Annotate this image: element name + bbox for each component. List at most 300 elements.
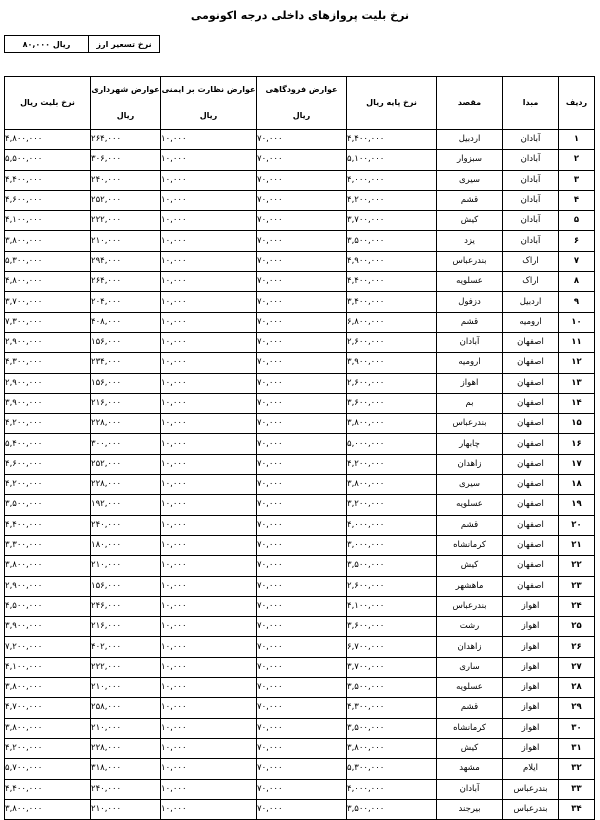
municipal-fee-cell: ۲۴۶,۰۰۰ bbox=[91, 596, 161, 616]
origin-cell: اصفهان bbox=[503, 454, 559, 474]
origin-cell: اصفهان bbox=[503, 353, 559, 373]
safety-fee-cell: ۱۰,۰۰۰ bbox=[161, 170, 257, 190]
base-fare-cell: ۳,۰۰۰,۰۰۰ bbox=[347, 535, 437, 555]
safety-fee-cell: ۱۰,۰۰۰ bbox=[161, 799, 257, 819]
destination-cell: عسلویه bbox=[437, 272, 503, 292]
origin-cell: آبادان bbox=[503, 150, 559, 170]
origin-cell: بندرعباس bbox=[503, 779, 559, 799]
ticket-fare-cell: ۴,۴۰۰,۰۰۰ bbox=[5, 170, 91, 190]
municipal-fee-cell: ۲۵۲,۰۰۰ bbox=[91, 454, 161, 474]
airport-fee-cell: ۷۰,۰۰۰ bbox=[257, 657, 347, 677]
origin-cell: اصفهان bbox=[503, 556, 559, 576]
ticket-fare-cell: ۵,۵۰۰,۰۰۰ bbox=[5, 150, 91, 170]
destination-cell: ارومیه bbox=[437, 353, 503, 373]
table-row bbox=[5, 495, 595, 515]
row-number-cell: ۵ bbox=[559, 211, 595, 231]
airport-fee-cell: ۷۰,۰۰۰ bbox=[257, 292, 347, 312]
ticket-fare-cell: ۴,۸۰۰,۰۰۰ bbox=[5, 272, 91, 292]
header-airport-fee: عوارض فرودگاهی ریال bbox=[257, 77, 347, 130]
base-fare-cell: ۳,۵۰۰,۰۰۰ bbox=[347, 718, 437, 738]
ticket-fare-cell: ۴,۲۰۰,۰۰۰ bbox=[5, 738, 91, 758]
municipal-fee-cell: ۲۲۲,۰۰۰ bbox=[91, 211, 161, 231]
destination-cell: ساری bbox=[437, 657, 503, 677]
ticket-fare-cell: ۴,۱۰۰,۰۰۰ bbox=[5, 211, 91, 231]
origin-cell: اصفهان bbox=[503, 515, 559, 535]
municipal-fee-cell: ۳۰۰,۰۰۰ bbox=[91, 434, 161, 454]
safety-fee-cell: ۱۰,۰۰۰ bbox=[161, 393, 257, 413]
ticket-fare-cell: ۳,۸۰۰,۰۰۰ bbox=[5, 556, 91, 576]
table-row bbox=[5, 170, 595, 190]
header-ticket-fare: نرخ بلیت ریال bbox=[5, 77, 91, 130]
destination-cell: زاهدان bbox=[437, 637, 503, 657]
destination-cell: دزفول bbox=[437, 292, 503, 312]
destination-cell: بم bbox=[437, 393, 503, 413]
municipal-fee-cell: ۲۳۴,۰۰۰ bbox=[91, 353, 161, 373]
airport-fee-cell: ۷۰,۰۰۰ bbox=[257, 515, 347, 535]
origin-cell: اراک bbox=[503, 272, 559, 292]
base-fare-cell: ۳,۸۰۰,۰۰۰ bbox=[347, 738, 437, 758]
destination-cell: آبادان bbox=[437, 779, 503, 799]
ticket-fare-cell: ۳,۸۰۰,۰۰۰ bbox=[5, 718, 91, 738]
origin-cell: اصفهان bbox=[503, 332, 559, 352]
ticket-fare-cell: ۴,۶۰۰,۰۰۰ bbox=[5, 190, 91, 210]
header-base-fare: نرخ پایه ریال bbox=[347, 77, 437, 130]
municipal-fee-cell: ۱۸۰,۰۰۰ bbox=[91, 535, 161, 555]
safety-fee-cell: ۱۰,۰۰۰ bbox=[161, 475, 257, 495]
row-number-cell: ۳۱ bbox=[559, 738, 595, 758]
ticket-fare-cell: ۳,۸۰۰,۰۰۰ bbox=[5, 678, 91, 698]
ticket-fare-cell: ۳,۸۰۰,۰۰۰ bbox=[5, 799, 91, 819]
table-row bbox=[5, 596, 595, 616]
safety-fee-cell: ۱۰,۰۰۰ bbox=[161, 738, 257, 758]
row-number-cell: ۱۸ bbox=[559, 475, 595, 495]
row-number-cell: ۱۲ bbox=[559, 353, 595, 373]
airport-fee-cell: ۷۰,۰۰۰ bbox=[257, 434, 347, 454]
base-fare-cell: ۴,۱۰۰,۰۰۰ bbox=[347, 596, 437, 616]
ticket-fare-cell: ۴,۴۰۰,۰۰۰ bbox=[5, 779, 91, 799]
ticket-fare-cell: ۴,۶۰۰,۰۰۰ bbox=[5, 454, 91, 474]
destination-cell: بندرعباس bbox=[437, 414, 503, 434]
municipal-fee-cell: ۴۰۲,۰۰۰ bbox=[91, 637, 161, 657]
base-fare-cell: ۴,۹۰۰,۰۰۰ bbox=[347, 251, 437, 271]
row-number-cell: ۱۵ bbox=[559, 414, 595, 434]
table-header-row bbox=[5, 77, 595, 130]
municipal-fee-cell: ۲۰۴,۰۰۰ bbox=[91, 292, 161, 312]
row-number-cell: ۴ bbox=[559, 190, 595, 210]
origin-cell: آبادان bbox=[503, 190, 559, 210]
destination-cell: بندرعباس bbox=[437, 596, 503, 616]
municipal-fee-cell: ۱۵۶,۰۰۰ bbox=[91, 332, 161, 352]
municipal-fee-cell: ۲۵۲,۰۰۰ bbox=[91, 190, 161, 210]
table-row bbox=[5, 231, 595, 251]
base-fare-cell: ۵,۰۰۰,۰۰۰ bbox=[347, 434, 437, 454]
municipal-fee-cell: ۲۱۰,۰۰۰ bbox=[91, 231, 161, 251]
origin-cell: اصفهان bbox=[503, 535, 559, 555]
base-fare-cell: ۳,۵۰۰,۰۰۰ bbox=[347, 678, 437, 698]
municipal-fee-cell: ۲۴۰,۰۰۰ bbox=[91, 515, 161, 535]
origin-cell: اهواز bbox=[503, 617, 559, 637]
base-fare-cell: ۳,۵۰۰,۰۰۰ bbox=[347, 799, 437, 819]
row-number-cell: ۳۲ bbox=[559, 759, 595, 779]
safety-fee-cell: ۱۰,۰۰۰ bbox=[161, 637, 257, 657]
base-fare-cell: ۴,۴۰۰,۰۰۰ bbox=[347, 272, 437, 292]
airport-fee-cell: ۷۰,۰۰۰ bbox=[257, 698, 347, 718]
table-row bbox=[5, 738, 595, 758]
row-number-cell: ۳۰ bbox=[559, 718, 595, 738]
ticket-fare-cell: ۲,۹۰۰,۰۰۰ bbox=[5, 332, 91, 352]
municipal-fee-cell: ۲۱۰,۰۰۰ bbox=[91, 678, 161, 698]
safety-fee-cell: ۱۰,۰۰۰ bbox=[161, 272, 257, 292]
origin-cell: آبادان bbox=[503, 231, 559, 251]
ticket-fare-cell: ۴,۱۰۰,۰۰۰ bbox=[5, 657, 91, 677]
airport-fee-cell: ۷۰,۰۰۰ bbox=[257, 312, 347, 332]
origin-cell: اردبیل bbox=[503, 292, 559, 312]
header-safety-fee: عوارض نظارت بر ایمنی ریال bbox=[161, 77, 257, 130]
safety-fee-cell: ۱۰,۰۰۰ bbox=[161, 718, 257, 738]
airport-fee-cell: ۷۰,۰۰۰ bbox=[257, 475, 347, 495]
origin-cell: اهواز bbox=[503, 718, 559, 738]
base-fare-cell: ۶,۸۰۰,۰۰۰ bbox=[347, 312, 437, 332]
row-number-cell: ۸ bbox=[559, 272, 595, 292]
municipal-fee-cell: ۲۲۲,۰۰۰ bbox=[91, 657, 161, 677]
safety-fee-cell: ۱۰,۰۰۰ bbox=[161, 535, 257, 555]
exchange-rate-value: ریال ۸۰,۰۰۰ bbox=[22, 39, 71, 49]
row-number-cell: ۲۶ bbox=[559, 637, 595, 657]
base-fare-cell: ۴,۰۰۰,۰۰۰ bbox=[347, 515, 437, 535]
table-row bbox=[5, 190, 595, 210]
table-row bbox=[5, 454, 595, 474]
table-row bbox=[5, 779, 595, 799]
origin-cell: اصفهان bbox=[503, 434, 559, 454]
ticket-fare-cell: ۴,۵۰۰,۰۰۰ bbox=[5, 596, 91, 616]
base-fare-cell: ۳,۶۰۰,۰۰۰ bbox=[347, 617, 437, 637]
row-number-cell: ۱۹ bbox=[559, 495, 595, 515]
ticket-fare-cell: ۳,۹۰۰,۰۰۰ bbox=[5, 617, 91, 637]
destination-cell: چابهار bbox=[437, 434, 503, 454]
destination-cell: بیرجند bbox=[437, 799, 503, 819]
ticket-fare-cell: ۷,۲۰۰,۰۰۰ bbox=[5, 637, 91, 657]
safety-fee-cell: ۱۰,۰۰۰ bbox=[161, 454, 257, 474]
row-number-cell: ۱۴ bbox=[559, 393, 595, 413]
table-row bbox=[5, 414, 595, 434]
row-number-cell: ۲۱ bbox=[559, 535, 595, 555]
destination-cell: سیری bbox=[437, 170, 503, 190]
base-fare-cell: ۳,۲۰۰,۰۰۰ bbox=[347, 495, 437, 515]
municipal-fee-cell: ۲۲۸,۰۰۰ bbox=[91, 475, 161, 495]
airport-fee-cell: ۷۰,۰۰۰ bbox=[257, 799, 347, 819]
row-number-cell: ۱ bbox=[559, 130, 595, 150]
airport-fee-cell: ۷۰,۰۰۰ bbox=[257, 678, 347, 698]
municipal-fee-cell: ۳۰۶,۰۰۰ bbox=[91, 150, 161, 170]
safety-fee-cell: ۱۰,۰۰۰ bbox=[161, 373, 257, 393]
row-number-cell: ۲۵ bbox=[559, 617, 595, 637]
airport-fee-cell: ۷۰,۰۰۰ bbox=[257, 130, 347, 150]
row-number-cell: ۶ bbox=[559, 231, 595, 251]
origin-cell: ایلام bbox=[503, 759, 559, 779]
ticket-fare-cell: ۴,۳۰۰,۰۰۰ bbox=[5, 353, 91, 373]
municipal-fee-cell: ۲۱۰,۰۰۰ bbox=[91, 556, 161, 576]
destination-cell: رشت bbox=[437, 617, 503, 637]
safety-fee-cell: ۱۰,۰۰۰ bbox=[161, 495, 257, 515]
ticket-fare-cell: ۵,۳۰۰,۰۰۰ bbox=[5, 251, 91, 271]
ticket-fare-cell: ۷,۳۰۰,۰۰۰ bbox=[5, 312, 91, 332]
exchange-rate-box bbox=[4, 35, 160, 53]
destination-cell: سیری bbox=[437, 475, 503, 495]
table-row bbox=[5, 576, 595, 596]
base-fare-cell: ۳,۷۰۰,۰۰۰ bbox=[347, 211, 437, 231]
table-row bbox=[5, 332, 595, 352]
page-title: نرخ بلیت پروازهای داخلی درجه اکونومی bbox=[190, 9, 410, 22]
destination-cell: یزد bbox=[437, 231, 503, 251]
safety-fee-cell: ۱۰,۰۰۰ bbox=[161, 353, 257, 373]
table-row bbox=[5, 272, 595, 292]
airport-fee-cell: ۷۰,۰۰۰ bbox=[257, 759, 347, 779]
row-number-cell: ۳۳ bbox=[559, 779, 595, 799]
table-row bbox=[5, 251, 595, 271]
airport-fee-cell: ۷۰,۰۰۰ bbox=[257, 332, 347, 352]
ticket-fare-cell: ۳,۵۰۰,۰۰۰ bbox=[5, 495, 91, 515]
destination-cell: اردبیل bbox=[437, 130, 503, 150]
municipal-fee-cell: ۲۱۶,۰۰۰ bbox=[91, 617, 161, 637]
header-row-number: ردیف bbox=[559, 77, 595, 130]
municipal-fee-cell: ۲۲۸,۰۰۰ bbox=[91, 738, 161, 758]
row-number-cell: ۱۰ bbox=[559, 312, 595, 332]
row-number-cell: ۲۲ bbox=[559, 556, 595, 576]
municipal-fee-cell: ۱۵۶,۰۰۰ bbox=[91, 373, 161, 393]
table-row bbox=[5, 434, 595, 454]
origin-cell: اهواز bbox=[503, 657, 559, 677]
airport-fee-cell: ۷۰,۰۰۰ bbox=[257, 535, 347, 555]
municipal-fee-cell: ۲۵۸,۰۰۰ bbox=[91, 698, 161, 718]
safety-fee-cell: ۱۰,۰۰۰ bbox=[161, 312, 257, 332]
ticket-fare-cell: ۳,۳۰۰,۰۰۰ bbox=[5, 535, 91, 555]
row-number-cell: ۲۴ bbox=[559, 596, 595, 616]
base-fare-cell: ۴,۳۰۰,۰۰۰ bbox=[347, 698, 437, 718]
safety-fee-cell: ۱۰,۰۰۰ bbox=[161, 556, 257, 576]
base-fare-cell: ۳,۸۰۰,۰۰۰ bbox=[347, 414, 437, 434]
table-row bbox=[5, 211, 595, 231]
safety-fee-cell: ۱۰,۰۰۰ bbox=[161, 190, 257, 210]
municipal-fee-cell: ۱۵۶,۰۰۰ bbox=[91, 576, 161, 596]
table-row bbox=[5, 637, 595, 657]
table-row bbox=[5, 353, 595, 373]
row-number-cell: ۱۱ bbox=[559, 332, 595, 352]
airport-fee-cell: ۷۰,۰۰۰ bbox=[257, 211, 347, 231]
row-number-cell: ۳ bbox=[559, 170, 595, 190]
destination-cell: ماهشهر bbox=[437, 576, 503, 596]
ticket-fare-cell: ۳,۹۰۰,۰۰۰ bbox=[5, 393, 91, 413]
destination-cell: زاهدان bbox=[437, 454, 503, 474]
municipal-fee-cell: ۲۹۴,۰۰۰ bbox=[91, 251, 161, 271]
table-row bbox=[5, 150, 595, 170]
origin-cell: ارومیه bbox=[503, 312, 559, 332]
origin-cell: اصفهان bbox=[503, 495, 559, 515]
origin-cell: اصفهان bbox=[503, 576, 559, 596]
safety-fee-cell: ۱۰,۰۰۰ bbox=[161, 211, 257, 231]
safety-fee-cell: ۱۰,۰۰۰ bbox=[161, 678, 257, 698]
origin-cell: آبادان bbox=[503, 170, 559, 190]
municipal-fee-cell: ۲۱۰,۰۰۰ bbox=[91, 718, 161, 738]
destination-cell: قشم bbox=[437, 190, 503, 210]
exchange-rate-label: نرخ تسعیر ارز bbox=[88, 36, 159, 52]
base-fare-cell: ۴,۴۰۰,۰۰۰ bbox=[347, 130, 437, 150]
airport-fee-cell: ۷۰,۰۰۰ bbox=[257, 231, 347, 251]
destination-cell: کرمانشاه bbox=[437, 535, 503, 555]
airport-fee-cell: ۷۰,۰۰۰ bbox=[257, 576, 347, 596]
safety-fee-cell: ۱۰,۰۰۰ bbox=[161, 231, 257, 251]
origin-cell: اهواز bbox=[503, 637, 559, 657]
base-fare-cell: ۵,۳۰۰,۰۰۰ bbox=[347, 759, 437, 779]
destination-cell: عسلویه bbox=[437, 495, 503, 515]
row-number-cell: ۱۷ bbox=[559, 454, 595, 474]
row-number-cell: ۲۳ bbox=[559, 576, 595, 596]
header-municipal-fee: عوارض شهرداری ریال bbox=[91, 77, 161, 130]
table-row bbox=[5, 475, 595, 495]
ticket-fare-cell: ۲,۹۰۰,۰۰۰ bbox=[5, 373, 91, 393]
table-row bbox=[5, 393, 595, 413]
destination-cell: کیش bbox=[437, 211, 503, 231]
row-number-cell: ۲۰ bbox=[559, 515, 595, 535]
safety-fee-cell: ۱۰,۰۰۰ bbox=[161, 434, 257, 454]
airport-fee-cell: ۷۰,۰۰۰ bbox=[257, 150, 347, 170]
origin-cell: اصفهان bbox=[503, 414, 559, 434]
ticket-fare-cell: ۴,۲۰۰,۰۰۰ bbox=[5, 414, 91, 434]
safety-fee-cell: ۱۰,۰۰۰ bbox=[161, 251, 257, 271]
origin-cell: اصفهان bbox=[503, 475, 559, 495]
row-number-cell: ۲۹ bbox=[559, 698, 595, 718]
municipal-fee-cell: ۲۶۴,۰۰۰ bbox=[91, 130, 161, 150]
table-row bbox=[5, 617, 595, 637]
airport-fee-cell: ۷۰,۰۰۰ bbox=[257, 637, 347, 657]
safety-fee-cell: ۱۰,۰۰۰ bbox=[161, 657, 257, 677]
airport-fee-cell: ۷۰,۰۰۰ bbox=[257, 596, 347, 616]
airport-fee-cell: ۷۰,۰۰۰ bbox=[257, 251, 347, 271]
ticket-fare-cell: ۳,۷۰۰,۰۰۰ bbox=[5, 292, 91, 312]
airport-fee-cell: ۷۰,۰۰۰ bbox=[257, 393, 347, 413]
origin-cell: آبادان bbox=[503, 211, 559, 231]
destination-cell: آبادان bbox=[437, 332, 503, 352]
municipal-fee-cell: ۲۱۰,۰۰۰ bbox=[91, 799, 161, 819]
safety-fee-cell: ۱۰,۰۰۰ bbox=[161, 779, 257, 799]
airport-fee-cell: ۷۰,۰۰۰ bbox=[257, 190, 347, 210]
airport-fee-cell: ۷۰,۰۰۰ bbox=[257, 170, 347, 190]
airport-fee-cell: ۷۰,۰۰۰ bbox=[257, 556, 347, 576]
header-origin: مبدا bbox=[503, 77, 559, 130]
destination-cell: سبزوار bbox=[437, 150, 503, 170]
base-fare-cell: ۶,۷۰۰,۰۰۰ bbox=[347, 637, 437, 657]
safety-fee-cell: ۱۰,۰۰۰ bbox=[161, 596, 257, 616]
municipal-fee-cell: ۱۹۲,۰۰۰ bbox=[91, 495, 161, 515]
destination-cell: کیش bbox=[437, 556, 503, 576]
destination-cell: قشم bbox=[437, 698, 503, 718]
base-fare-cell: ۳,۵۰۰,۰۰۰ bbox=[347, 556, 437, 576]
base-fare-cell: ۴,۲۰۰,۰۰۰ bbox=[347, 454, 437, 474]
ticket-fare-cell: ۴,۴۰۰,۰۰۰ bbox=[5, 515, 91, 535]
airport-fee-cell: ۷۰,۰۰۰ bbox=[257, 272, 347, 292]
row-number-cell: ۳۴ bbox=[559, 799, 595, 819]
table-row bbox=[5, 515, 595, 535]
origin-cell: اهواز bbox=[503, 678, 559, 698]
row-number-cell: ۷ bbox=[559, 251, 595, 271]
destination-cell: مشهد bbox=[437, 759, 503, 779]
base-fare-cell: ۳,۵۰۰,۰۰۰ bbox=[347, 231, 437, 251]
base-fare-cell: ۲,۶۰۰,۰۰۰ bbox=[347, 332, 437, 352]
origin-cell: اراک bbox=[503, 251, 559, 271]
safety-fee-cell: ۱۰,۰۰۰ bbox=[161, 332, 257, 352]
destination-cell: قشم bbox=[437, 515, 503, 535]
ticket-fare-cell: ۲,۹۰۰,۰۰۰ bbox=[5, 576, 91, 596]
ticket-fare-cell: ۳,۸۰۰,۰۰۰ bbox=[5, 231, 91, 251]
table-row bbox=[5, 799, 595, 819]
table-row bbox=[5, 759, 595, 779]
origin-cell: بندرعباس bbox=[503, 799, 559, 819]
municipal-fee-cell: ۲۲۸,۰۰۰ bbox=[91, 414, 161, 434]
ticket-fare-cell: ۵,۷۰۰,۰۰۰ bbox=[5, 759, 91, 779]
origin-cell: اصفهان bbox=[503, 373, 559, 393]
safety-fee-cell: ۱۰,۰۰۰ bbox=[161, 150, 257, 170]
ticket-fare-cell: ۵,۴۰۰,۰۰۰ bbox=[5, 434, 91, 454]
destination-cell: عسلویه bbox=[437, 678, 503, 698]
table-row bbox=[5, 312, 595, 332]
airport-fee-cell: ۷۰,۰۰۰ bbox=[257, 353, 347, 373]
row-number-cell: ۹ bbox=[559, 292, 595, 312]
safety-fee-cell: ۱۰,۰۰۰ bbox=[161, 617, 257, 637]
airport-fee-cell: ۷۰,۰۰۰ bbox=[257, 373, 347, 393]
table-row bbox=[5, 130, 595, 150]
airport-fee-cell: ۷۰,۰۰۰ bbox=[257, 779, 347, 799]
safety-fee-cell: ۱۰,۰۰۰ bbox=[161, 759, 257, 779]
table-row bbox=[5, 698, 595, 718]
fare-table bbox=[4, 76, 595, 820]
origin-cell: اصفهان bbox=[503, 393, 559, 413]
base-fare-cell: ۳,۸۰۰,۰۰۰ bbox=[347, 475, 437, 495]
airport-fee-cell: ۷۰,۰۰۰ bbox=[257, 718, 347, 738]
row-number-cell: ۲۸ bbox=[559, 678, 595, 698]
ticket-fare-cell: ۴,۷۰۰,۰۰۰ bbox=[5, 698, 91, 718]
base-fare-cell: ۲,۶۰۰,۰۰۰ bbox=[347, 373, 437, 393]
municipal-fee-cell: ۲۱۶,۰۰۰ bbox=[91, 393, 161, 413]
destination-cell: کیش bbox=[437, 738, 503, 758]
safety-fee-cell: ۱۰,۰۰۰ bbox=[161, 130, 257, 150]
base-fare-cell: ۴,۰۰۰,۰۰۰ bbox=[347, 170, 437, 190]
municipal-fee-cell: ۲۴۰,۰۰۰ bbox=[91, 170, 161, 190]
airport-fee-cell: ۷۰,۰۰۰ bbox=[257, 414, 347, 434]
safety-fee-cell: ۱۰,۰۰۰ bbox=[161, 292, 257, 312]
table-row bbox=[5, 535, 595, 555]
municipal-fee-cell: ۴۰۸,۰۰۰ bbox=[91, 312, 161, 332]
row-number-cell: ۱۶ bbox=[559, 434, 595, 454]
municipal-fee-cell: ۲۶۴,۰۰۰ bbox=[91, 272, 161, 292]
table-row bbox=[5, 718, 595, 738]
destination-cell: اهواز bbox=[437, 373, 503, 393]
header-destination: مقصد bbox=[437, 77, 503, 130]
table-row bbox=[5, 373, 595, 393]
table-row bbox=[5, 292, 595, 312]
destination-cell: بندرعباس bbox=[437, 251, 503, 271]
base-fare-cell: ۳,۹۰۰,۰۰۰ bbox=[347, 353, 437, 373]
safety-fee-cell: ۱۰,۰۰۰ bbox=[161, 414, 257, 434]
base-fare-cell: ۴,۰۰۰,۰۰۰ bbox=[347, 779, 437, 799]
airport-fee-cell: ۷۰,۰۰۰ bbox=[257, 454, 347, 474]
airport-fee-cell: ۷۰,۰۰۰ bbox=[257, 738, 347, 758]
base-fare-cell: ۳,۷۰۰,۰۰۰ bbox=[347, 657, 437, 677]
safety-fee-cell: ۱۰,۰۰۰ bbox=[161, 576, 257, 596]
safety-fee-cell: ۱۰,۰۰۰ bbox=[161, 698, 257, 718]
origin-cell: اهواز bbox=[503, 738, 559, 758]
row-number-cell: ۲۷ bbox=[559, 657, 595, 677]
base-fare-cell: ۳,۴۰۰,۰۰۰ bbox=[347, 292, 437, 312]
airport-fee-cell: ۷۰,۰۰۰ bbox=[257, 495, 347, 515]
